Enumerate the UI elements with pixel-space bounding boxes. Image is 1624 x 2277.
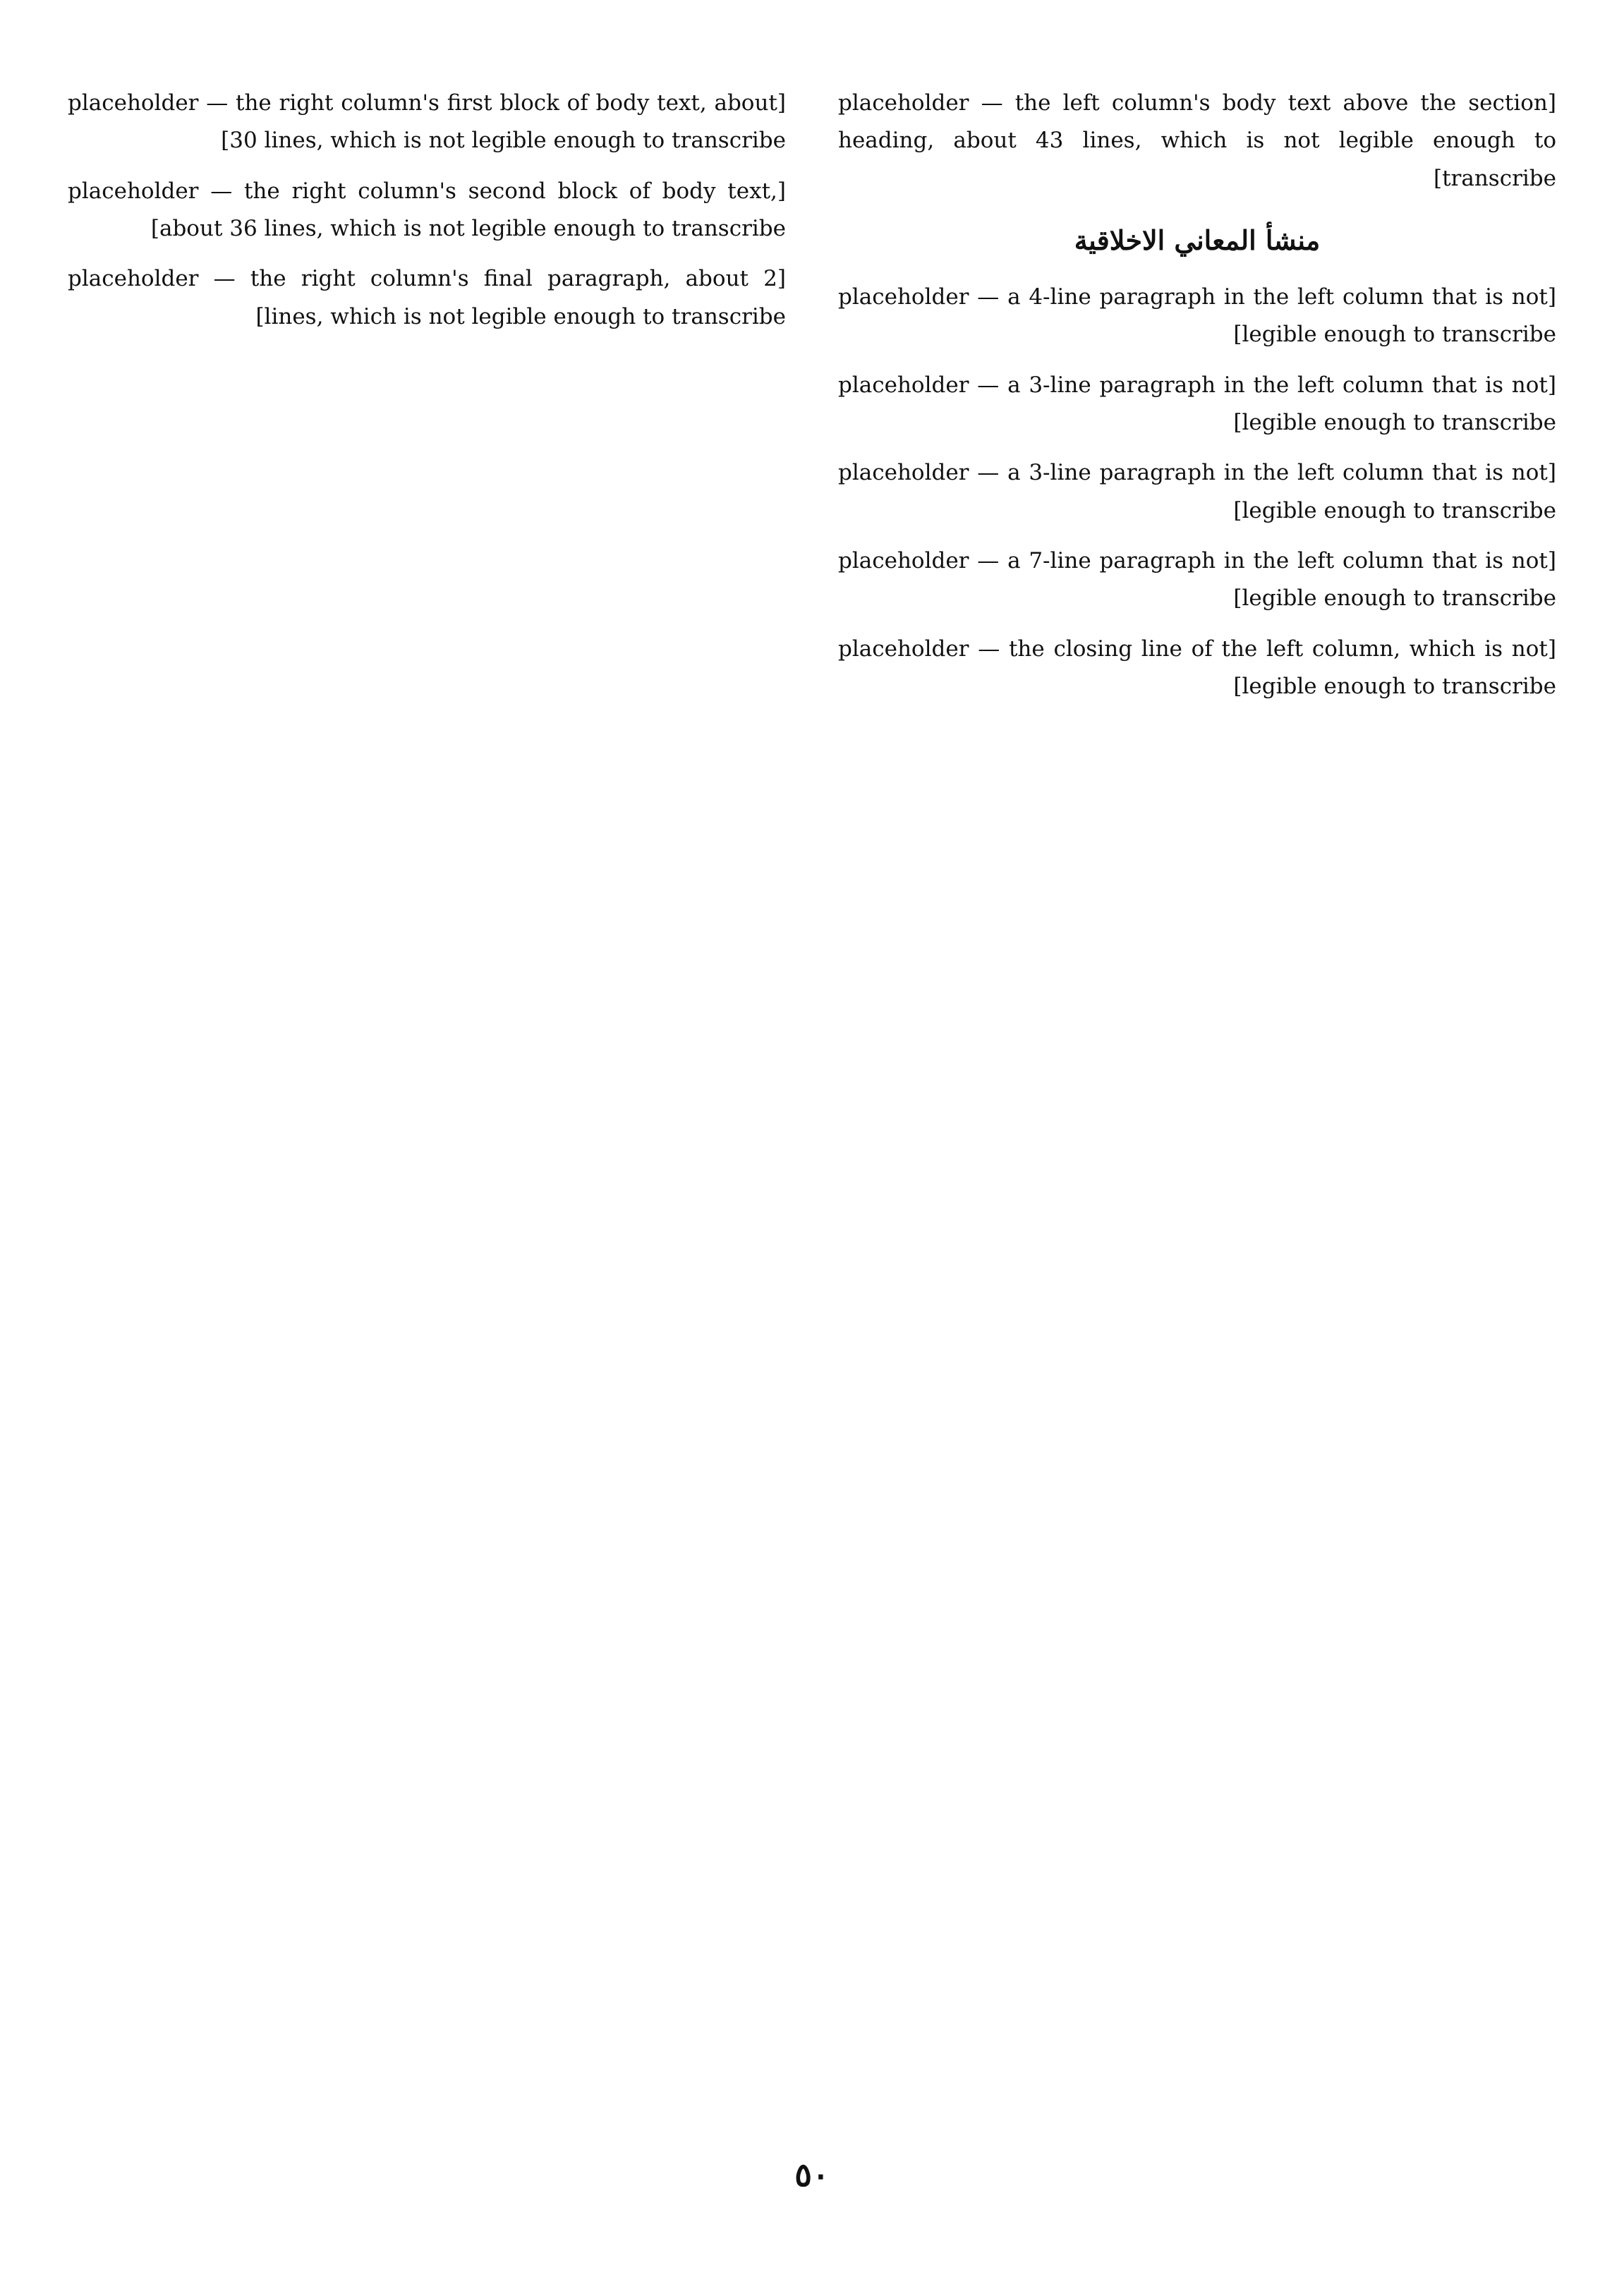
left-column [838,85,1556,2102]
body-paragraph: [placeholder — a 3-line paragraph in the left column that is not legible enough to transcribe] [838,372,1556,436]
body-paragraph: [placeholder — a 3-line paragraph in the left column that is not legible enough to transcribe] [838,460,1556,523]
body-paragraph: [placeholder — the right column's final paragraph, about 2 lines, which is not legible enough to transcribe] [68,266,786,329]
body-paragraph: [placeholder — the right column's first block of body text, about 30 lines, which is not legible enough to transcribe] [68,90,786,154]
section-heading: منشأ المعاني الاخلاقية [1074,224,1321,256]
body-paragraph: [placeholder — a 4-line paragraph in the left column that is not legible enough to transcribe] [838,284,1556,348]
page-number: ٥٠ [794,2156,830,2194]
text-columns [68,85,1556,2102]
right-column [68,85,786,2102]
body-paragraph: [placeholder — the right column's second block of body text, about 36 lines, which is not legible enough to transcribe] [68,178,786,241]
body-paragraph: [placeholder — the closing line of the left column, which is not legible enough to transcribe] [838,636,1556,699]
body-paragraph: [placeholder — the left column's body text above the section heading, about 43 lines, which is not legible enough to transcribe] [838,90,1556,191]
body-paragraph: [placeholder — a 7-line paragraph in the left column that is not legible enough to transcribe] [838,548,1556,612]
